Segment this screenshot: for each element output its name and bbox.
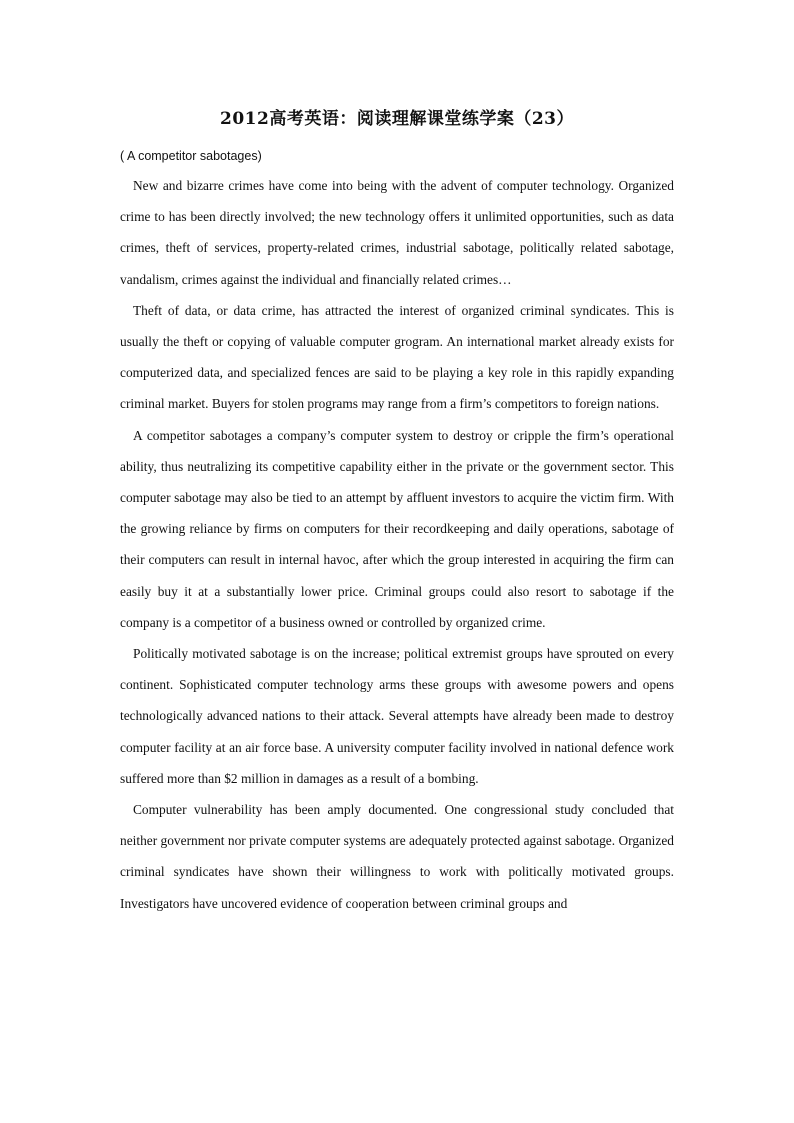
- document-subtitle: ( A competitor sabotages): [120, 149, 262, 163]
- document-page: [120, 104, 674, 919]
- paragraph-1: New and bizarre crimes have come into being with the advent of computer technology. Organized crime to has been directly involved; the new technology offers it unlimited opportunities, such as data crimes, theft of services, property-related crimes, industrial sabotage, politically related sabotage, vandalism, crimes against the individual and financially related crimes…: [120, 178, 674, 287]
- paragraph-3: A competitor sabotages a company’s computer system to destroy or cripple the firm’s operational ability, thus neutralizing its competitive capability either in the private or the government sector. This computer sabotage may also be tied to an attempt by affluent investors to acquire the victim firm. With the growing reliance by firms on computers for their recordkeeping and daily operations, sabotage of their computers can result in internal havoc, after which the group interested in acquiring the firm can easily buy it at a substantially lower price. Criminal groups could also resort to sabotage if the company is a competitor of a business owned or controlled by organized crime.: [120, 427, 674, 630]
- paragraph-2: Theft of data, or data crime, has attracted the interest of organized criminal syndicates. This is usually the theft or copying of valuable computer grogram. An international market already exists for computerized data, and specialized fences are said to be playing a key role in this rapidly expanding criminal market. Buyers for stolen programs may range from a firm’s competitors to foreign nations.: [120, 302, 674, 412]
- paragraph-5: Computer vulnerability has been amply documented. One congressional study concluded that neither government nor private computer systems are adequately protected against sabotage. Organized criminal syndicates have shown their willingness to work with politically motivated groups. Investigators have uncovered evidence of cooperation between criminal groups and: [120, 802, 674, 911]
- document-title: 2012高考英语：阅读理解课堂练学案（23）: [220, 109, 574, 129]
- paragraph-4: Politically motivated sabotage is on the increase; political extremist groups have sprouted on every continent. Sophisticated computer technology arms these groups with awesome powers and opens technologically advanced nations to their attack. Several attempts have already been made to destroy computer facility at an air force base. A university computer facility involved in national defence work suffered more than $2 million in damages as a result of a bombing.: [120, 646, 674, 786]
